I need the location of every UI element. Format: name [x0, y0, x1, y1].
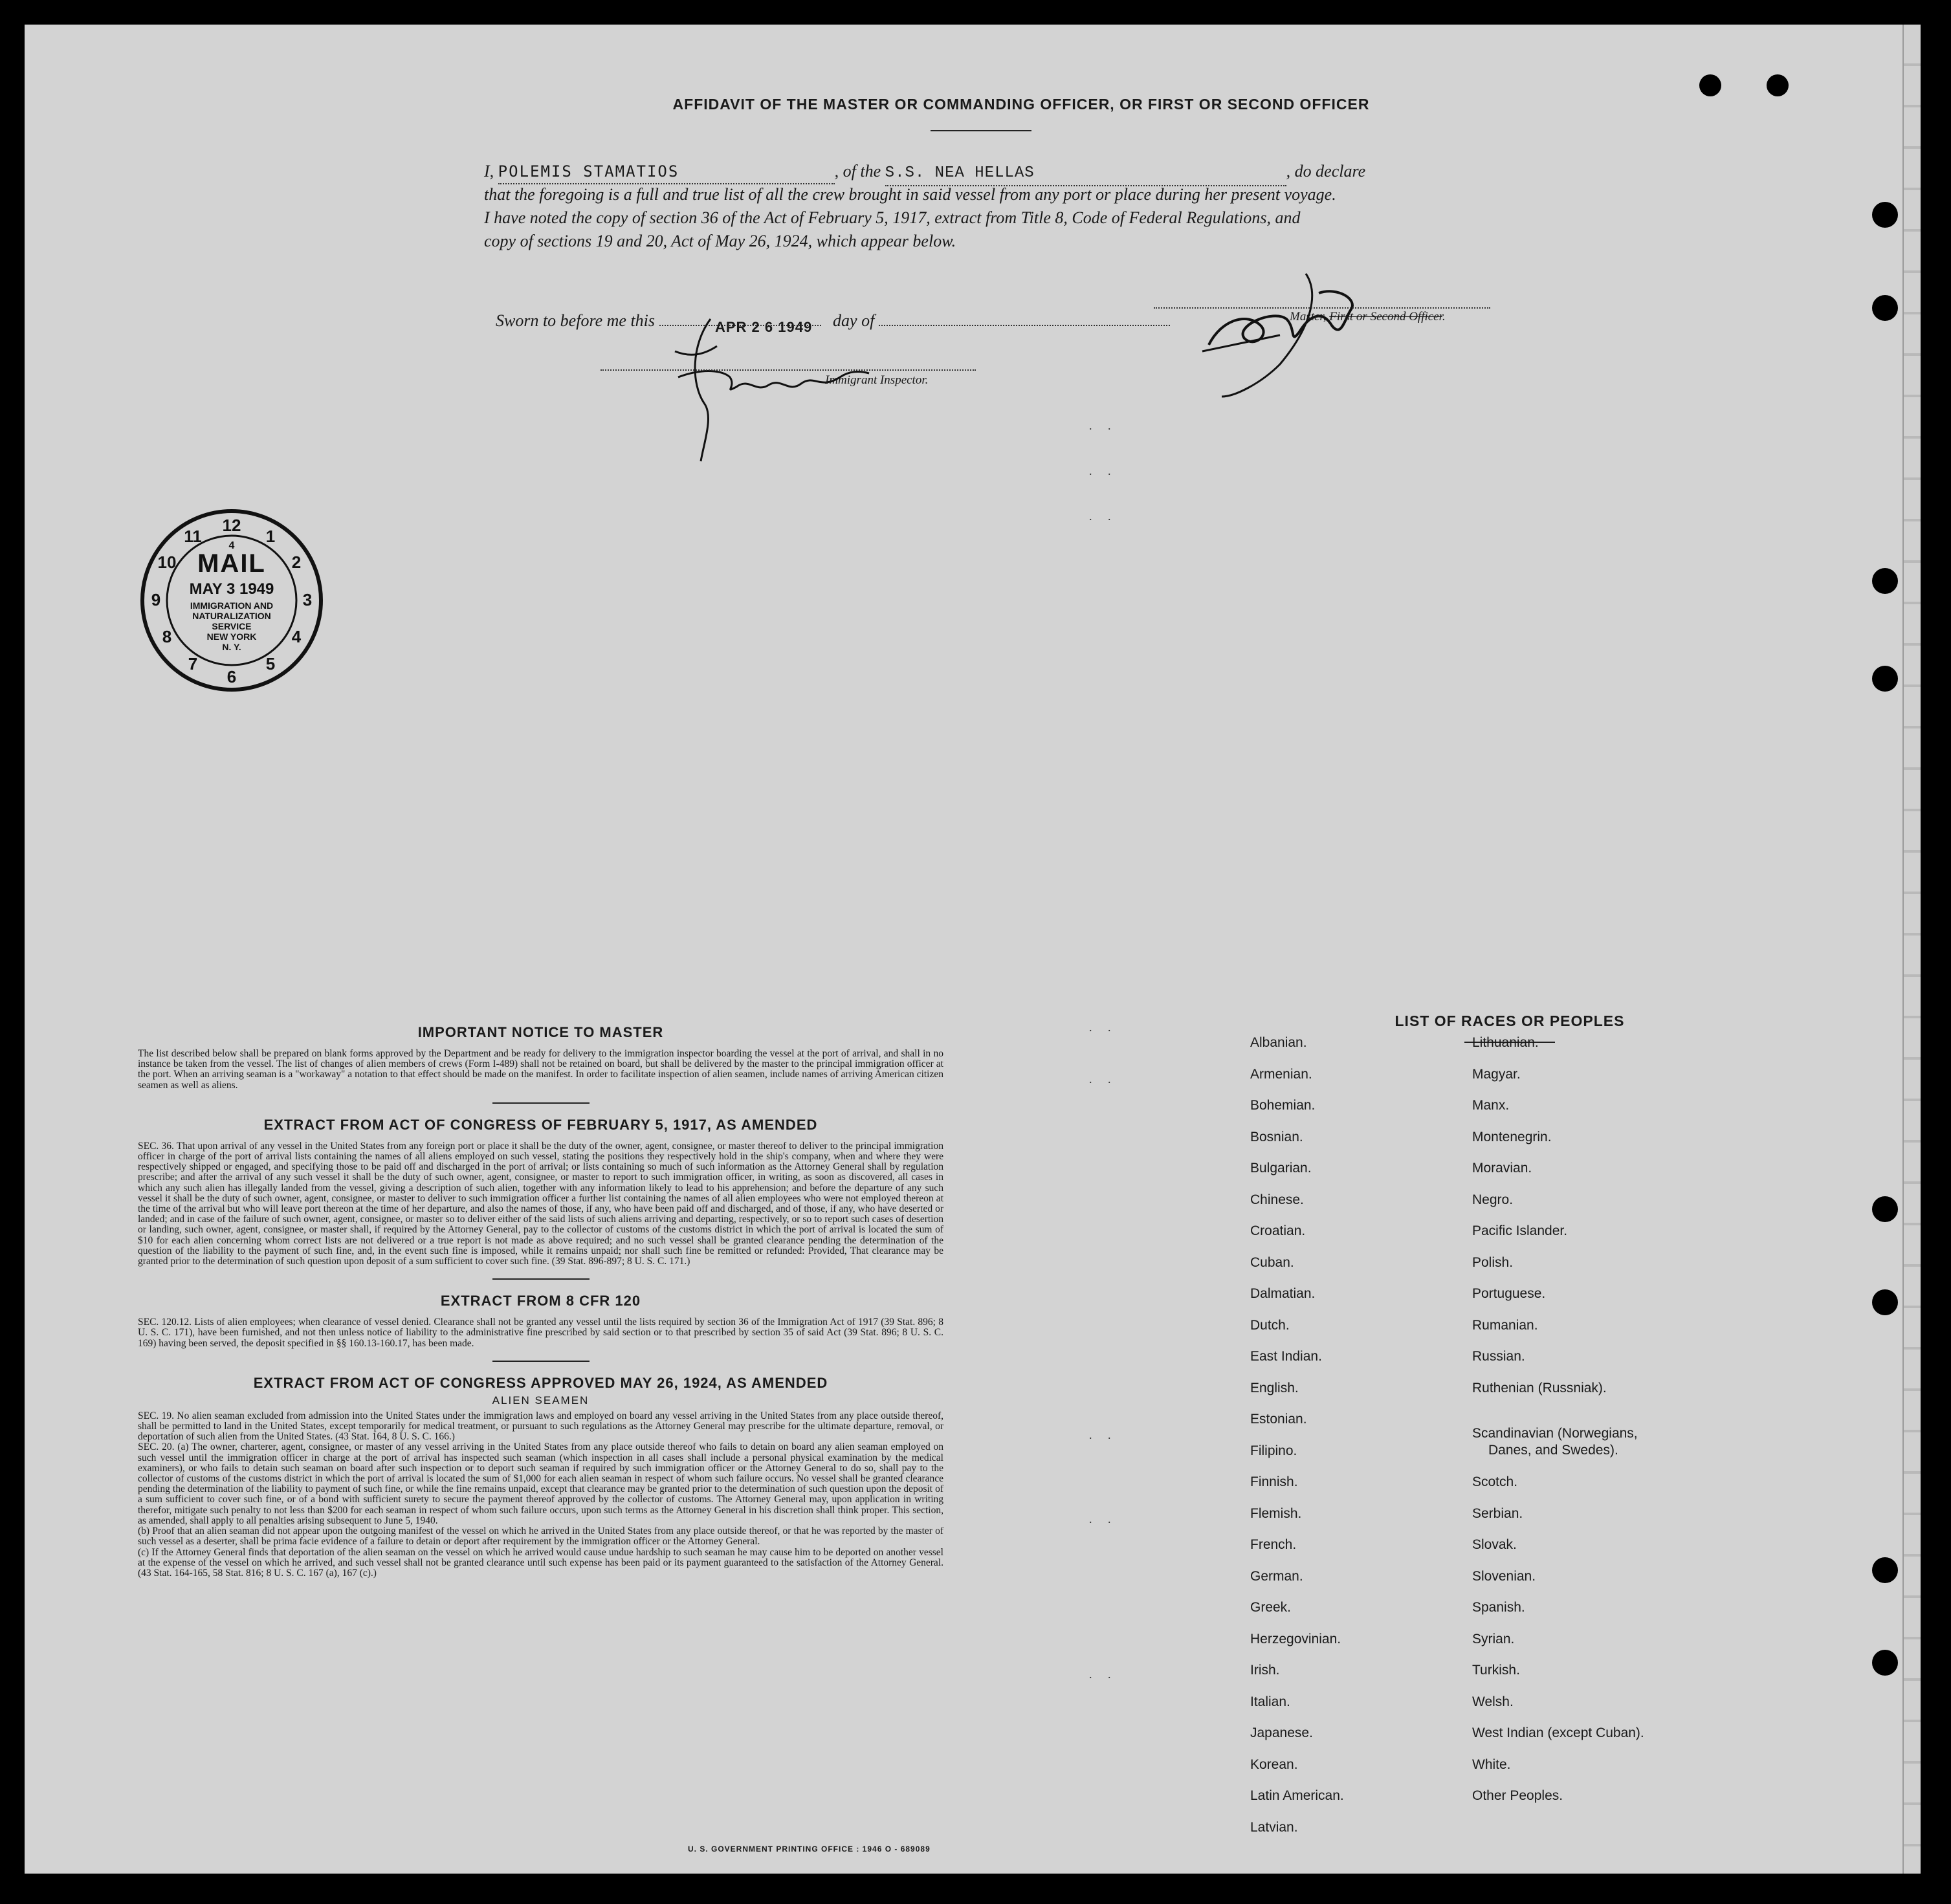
clock-num: 5: [265, 654, 276, 673]
stamp-line: SERVICE: [212, 621, 252, 631]
punch-hole: [1872, 1650, 1898, 1676]
punch-hole: [1872, 202, 1898, 228]
master-sign-line: [1154, 307, 1490, 309]
race-item: Slovenian.: [1472, 1568, 1536, 1584]
race-item: Italian.: [1250, 1694, 1290, 1709]
notice-body: The list described below shall be prepared on blank forms approved by the Department and be ready for delivery to the immigration inspector boarding the vessel at the port of arrival, and shall in no instance be taken from the vessel. The list of changes of alien members of crews (Form I-489) shall not be retained on board, but shall be delivered by the master to the principal immigration officer at the port. When an arriving seaman is a "workaway" a notation to that effect should be made on the manifest. In order to facilitate inspection of alien seamen, include names of arriving American citizen seamen as well as aliens.: [138, 1048, 943, 1091]
affidavit-text: I,: [484, 162, 494, 181]
extract-1917-title: EXTRACT FROM ACT OF CONGRESS OF FEBRUARY 5, 1917, AS AMENDED: [263, 1116, 818, 1133]
stamp-top-number: 4: [228, 540, 235, 551]
punch-hole: [1872, 666, 1898, 692]
clock-num: 2: [291, 553, 302, 572]
affidavit-line-2: that the foregoing is a full and true list of all the crew brought in said vessel from any port or place during her present voyage.: [484, 185, 1336, 204]
clock-num: 8: [162, 627, 172, 646]
race-item: Slovak.: [1472, 1537, 1517, 1552]
faint-dots: . .: [1089, 510, 1118, 523]
race-item: Scandinavian (Norwegians,: [1472, 1426, 1638, 1441]
master-name-field: POLEMIS STAMATIOS: [498, 160, 835, 184]
section-rule: [492, 1278, 590, 1280]
race-item: Syrian.: [1472, 1631, 1515, 1647]
sworn-day-label: day of: [833, 311, 875, 330]
clock-num: 9: [151, 590, 161, 609]
race-item: Croatian.: [1250, 1223, 1306, 1238]
affidavit-line-4: copy of sections 19 and 20, Act of May 26, 1924, which appear below.: [484, 232, 956, 250]
race-item: Chinese.: [1250, 1192, 1304, 1207]
race-item: Irish.: [1250, 1663, 1280, 1678]
race-item: Bohemian.: [1250, 1098, 1316, 1113]
race-item: Serbian.: [1472, 1505, 1523, 1521]
extract-1924-sec19: SEC. 19. No alien seaman excluded from admission into the United States under the immigration laws and employed on board any vessel arriving in the United States from any place outside thereof, shall be permitted to land in the United States, except temporarily for medical treatment, or pursuant to such regulations as the Attorney General may prescribe for the ultimate departure, removal, or deportation of such alien from the United States. (43 Stat. 164, 8 U. S. C. 166.): [138, 1410, 943, 1443]
race-item: Magyar.: [1472, 1066, 1521, 1082]
clock-num: 10: [157, 553, 177, 572]
race-item: Negro.: [1472, 1192, 1514, 1207]
caption-strikethrough: First or Second Officer: [1329, 310, 1442, 323]
race-item: Cuban.: [1250, 1254, 1294, 1270]
section-rule: [492, 1361, 590, 1362]
document-page: [25, 25, 1921, 1874]
punch-hole: [1872, 1196, 1898, 1222]
race-item: Danes, and Swedes).: [1488, 1443, 1618, 1458]
race-item: English.: [1250, 1380, 1299, 1395]
race-item: Scotch.: [1472, 1474, 1518, 1489]
extract-1917-body: SEC. 36. That upon arrival of any vessel in the United States from any foreign port or place it shall be the duty of the owner, agent, consignee, or master thereof to deliver to the principal immigration officer in charge of the port of arrival lists containing the names of all aliens employed on such vessel, stating the positions they respectively hold in the ship's company, when and where they were respectively shipped or engaged, and specifying those to be paid off and discharged in the port of arrival; or lists containing so much of such information as the Attorney General shall by regulation prescribe; and after the arrival of any such vessel it shall be the duty of such owner, agent, consignee, or master to report to such immigration officer, in writing, as soon as discovered, all cases in which any such alien has illegally landed from the vessel, giving a description of such alien, together with any information likely to lead to his apprehension; and before the departure of any such vessel it shall be the duty of such owner, agent, consignee, or master to deliver to such immigration officer a further list containing the names of all alien employees who were not employed thereon at the time of the arrival but who will leave port thereon at the time of her departure, and also the names of those, if any, who have been paid off and discharged, and of those, if any, who have deserted or landed; and in case of the failure of such owner, agent, consignee, or master so to deliver either of the said lists of such aliens arriving and departing, respectively, or so to report such cases of desertion or landing, such owner, agent, consignee, or master shall, if required by the Attorney General, pay to the collector of customs of the customs district in which the port of arrival is located the sum of $10 for each alien concerning whom correct lists are not delivered or a true report is not made as above required; and no such vessel shall be granted clearance pending the determination of the question of the liability to the payment of such fine, and, in the event such fine is imposed, while it remains unpaid; nor shall such fine be remitted or refunded: Provided, That clearance may be granted prior to the determination of such question upon deposit of a sum sufficient to cover such fine. (39 Stat. 896-897; 8 U. S. C. 171.): [138, 1140, 943, 1267]
race-item: Bulgarian.: [1250, 1161, 1312, 1176]
race-item: Dutch.: [1250, 1317, 1290, 1333]
race-item: Ruthenian (Russniak).: [1472, 1380, 1607, 1395]
affidavit-text: , of the: [834, 162, 881, 181]
race-item: German.: [1250, 1568, 1303, 1584]
race-item: Polish.: [1472, 1254, 1514, 1270]
faint-dots: . .: [1089, 1428, 1118, 1441]
race-item: French.: [1250, 1537, 1297, 1552]
race-item: Estonian.: [1250, 1412, 1307, 1427]
race-item: Moravian.: [1472, 1161, 1532, 1176]
faint-dots: . .: [1089, 465, 1118, 477]
race-item: Latin American.: [1250, 1788, 1344, 1803]
clock-num: 11: [184, 527, 202, 546]
stamp-word: MAIL: [197, 549, 266, 578]
sworn-text: Sworn to before me this: [496, 311, 656, 330]
punch-hole: [1872, 568, 1898, 594]
extract-1924-title: EXTRACT FROM ACT OF CONGRESS APPROVED MAY 26, 1924, AS AMENDED: [253, 1374, 828, 1391]
sworn-date-stamp: APR 2 6 1949: [715, 319, 813, 335]
printing-office-imprint: U. S. GOVERNMENT PRINTING OFFICE : 1946 O - 689089: [688, 1844, 931, 1854]
race-item: Finnish.: [1250, 1474, 1298, 1489]
stamp-line: IMMIGRATION AND: [190, 600, 274, 611]
section-rule: [492, 1102, 590, 1104]
race-item: Spanish.: [1472, 1600, 1525, 1615]
race-item: Armenian.: [1250, 1066, 1312, 1082]
affidavit-title: AFFIDAVIT OF THE MASTER OR COMMANDING OFFICER, OR FIRST OR SECOND OFFICER: [672, 96, 1370, 113]
caption-text: Master,: [1290, 310, 1330, 323]
sworn-line: [496, 309, 1337, 333]
race-item: Korean.: [1250, 1756, 1298, 1772]
extract-1924-subtitle: ALIEN SEAMEN: [492, 1394, 590, 1406]
clock-num: 12: [222, 516, 241, 535]
stamp-line: N. Y.: [222, 642, 241, 652]
sworn-day-fill: [879, 320, 1170, 326]
faint-dots: . .: [1089, 1513, 1118, 1526]
race-item: Greek.: [1250, 1600, 1292, 1615]
race-item: White.: [1472, 1756, 1511, 1772]
page-edge: [1902, 25, 1921, 1874]
faint-dots: . .: [1089, 1021, 1118, 1034]
extract-cfr-title: EXTRACT FROM 8 CFR 120: [440, 1293, 641, 1309]
caption-text: .: [1442, 310, 1446, 323]
clock-num: 1: [265, 527, 276, 546]
faint-dots: . .: [1089, 419, 1118, 432]
clock-num: 7: [188, 654, 198, 673]
affidavit-line-3: I have noted the copy of section 36 of the Act of February 5, 1917, extract from Title 8, Code of Federal Regulations, and: [484, 208, 1301, 227]
title-rule: [931, 130, 1031, 131]
punch-hole: [1872, 295, 1898, 321]
clock-num: 3: [302, 590, 313, 609]
clock-num: 4: [291, 627, 302, 646]
race-item: East Indian.: [1250, 1349, 1322, 1364]
faint-dots: . .: [1089, 1073, 1118, 1086]
stamp-line: NATURALIZATION: [192, 611, 271, 621]
affidavit-line-1: [484, 160, 1532, 186]
race-item: Filipino.: [1250, 1443, 1297, 1458]
race-item: Russian.: [1472, 1349, 1525, 1364]
legal-notices: [138, 1024, 943, 1579]
notice-title: IMPORTANT NOTICE TO MASTER: [417, 1024, 664, 1040]
race-item: Montenegrin.: [1472, 1129, 1552, 1144]
punch-hole: [1872, 1289, 1898, 1315]
stamp-line: NEW YORK: [206, 631, 257, 642]
race-item: Manx.: [1472, 1098, 1510, 1113]
punch-hole: [1699, 74, 1721, 96]
race-item: Japanese.: [1250, 1725, 1313, 1740]
punch-hole: [1767, 74, 1789, 96]
race-item: Rumanian.: [1472, 1317, 1538, 1333]
affidavit-text: , do declare: [1286, 162, 1366, 181]
extract-1924-sec20c: (c) If the Attorney General finds that deportation of the alien seaman on the vessel on which he arrived would cause undue hardship to such seaman he may cause him to be deported on another vessel at the expense of the vessel on which he arrived, and such vessel shall not be granted clearance until such expense has been paid or its payment guaranteed to the satisfaction of the Attorney General. (43 Stat. 164-165, 58 Stat. 816; 8 U. S. C. 167 (a), 167 (c).): [138, 1546, 943, 1579]
inspector-caption: Immigrant Inspector.: [825, 373, 929, 387]
race-item: West Indian (except Cuban).: [1472, 1725, 1644, 1740]
race-item: Other Peoples.: [1472, 1788, 1563, 1803]
punch-hole: [1872, 1557, 1898, 1583]
extract-cfr-body: SEC. 120.12. Lists of alien employees; when clearance of vessel denied. Clearance shall not be granted any vessel until the lists required by section 36 of the Immigration Act of 1917 (39 Stat. 896; 8 U. S. C. 171), have been furnished, and not then unless notice of liability to the administrative fine prescribed by said section or to that prescribed by section 35 of said Act (39 Stat. 896; 8 U. S. C. 169) having been served, the deposit specified in §§ 160.13-160.17, has been made.: [138, 1317, 943, 1349]
race-item: Welsh.: [1472, 1694, 1514, 1709]
extract-1924-sec20b: (b) Proof that an alien seaman did not appear upon the outgoing manifest of the vessel on which he arrived in the United States from any place outside thereof, or that he was reported by the master of such vessel as a deserter, shall be prima facie evidence of a failure to detain or deport after requirement by the immigration officer or the Attorney General.: [138, 1526, 943, 1548]
mail-received-stamp: [138, 507, 325, 694]
race-item: Portuguese.: [1472, 1286, 1546, 1301]
extract-1924-sec20a: SEC. 20. (a) The owner, charterer, agent, consignee, or master of any vessel arriving in the United States from any place outside thereof who fails to detain on board any alien seaman employed on such vessel until the immigration officer in charge at the port of arrival has inspected such seaman (which inspection in all cases shall include a personal physical examination by the medical examiners), or who fails to detain such seaman on board after such inspection or to deport such seaman if required by such immigration officer or the Attorney General to do so, shall pay to the collector of customs of the customs district in which the port of arrival is located the sum of $1,000 for each alien seaman in respect of whom such failure occurs. No vessel shall be granted clearance pending the determination of the liability to payment of such fine, or while the fine remains unpaid, except that clearance may be granted prior to the determination of such question upon the deposit of a sum sufficient to cover such fine, or of a bond with sufficient surety to secure the payment thereof approved by the collector of customs. The Attorney General may, upon application in writing therefor, mitigate such penalty to not less than $200 for each seaman in respect of whom such failure occurs, upon such terms as the Attorney General in his discretion shall think proper. This section, as amended, shall apply to all penalties arising subsequent to June 5, 1940.: [138, 1441, 943, 1526]
race-item: Bosnian.: [1250, 1129, 1303, 1144]
clock-num: 6: [226, 667, 237, 686]
race-item: Albanian.: [1250, 1035, 1307, 1050]
race-item: Herzegovinian.: [1250, 1631, 1341, 1647]
race-item: Pacific Islander.: [1472, 1223, 1568, 1238]
stamp-date: MAY 3 1949: [189, 580, 274, 598]
races-list-title: LIST OF RACES OR PEOPLES: [1394, 1012, 1625, 1029]
race-item: Turkish.: [1472, 1663, 1520, 1678]
race-item: Flemish.: [1250, 1505, 1302, 1521]
vessel-name-field: S.S. NEA HELLAS: [885, 162, 1286, 186]
faint-dots: . .: [1089, 1668, 1118, 1681]
race-item: Dalmatian.: [1250, 1286, 1316, 1301]
race-item: Latvian.: [1250, 1819, 1298, 1835]
inspector-sign-line: [601, 369, 976, 371]
race-item: Lithuanian.: [1472, 1035, 1539, 1050]
